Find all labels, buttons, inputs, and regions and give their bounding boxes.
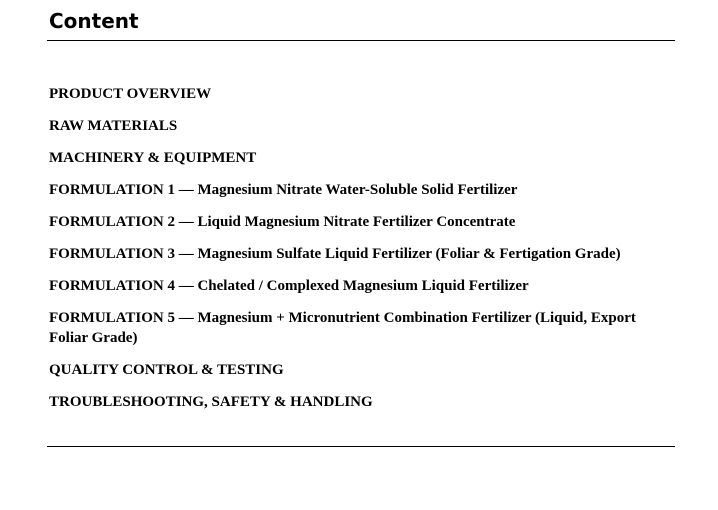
page-title: Content <box>49 9 139 33</box>
toc-entry-product-overview: PRODUCT OVERVIEW <box>49 86 212 102</box>
toc-entry-formulation-5: FORMULATION 5 — Magnesium + Micronutrient Combination Fertilizer (Liquid, Export Foliar Grade) <box>49 310 636 346</box>
toc-entry-formulation-3: FORMULATION 3 — Magnesium Sulfate Liquid Fertilizer (Foliar & Fertigation Grade) <box>49 246 621 262</box>
bottom-divider <box>47 446 675 447</box>
toc-entry-raw-materials: RAW MATERIALS <box>49 118 178 134</box>
toc-entry-troubleshooting: TROUBLESHOOTING, SAFETY & HANDLING <box>49 394 373 410</box>
toc-entry-formulation-4: FORMULATION 4 — Chelated / Complexed Magnesium Liquid Fertilizer <box>49 278 529 294</box>
table-of-contents <box>49 84 669 424</box>
top-divider <box>47 40 675 41</box>
toc-entry-machinery-equipment: MACHINERY & EQUIPMENT <box>49 150 257 166</box>
toc-entry-formulation-1: FORMULATION 1 — Magnesium Nitrate Water-Soluble Solid Fertilizer <box>49 182 518 198</box>
toc-entry-quality-control: QUALITY CONTROL & TESTING <box>49 362 284 378</box>
toc-entry-formulation-2: FORMULATION 2 — Liquid Magnesium Nitrate Fertilizer Concentrate <box>49 214 516 230</box>
